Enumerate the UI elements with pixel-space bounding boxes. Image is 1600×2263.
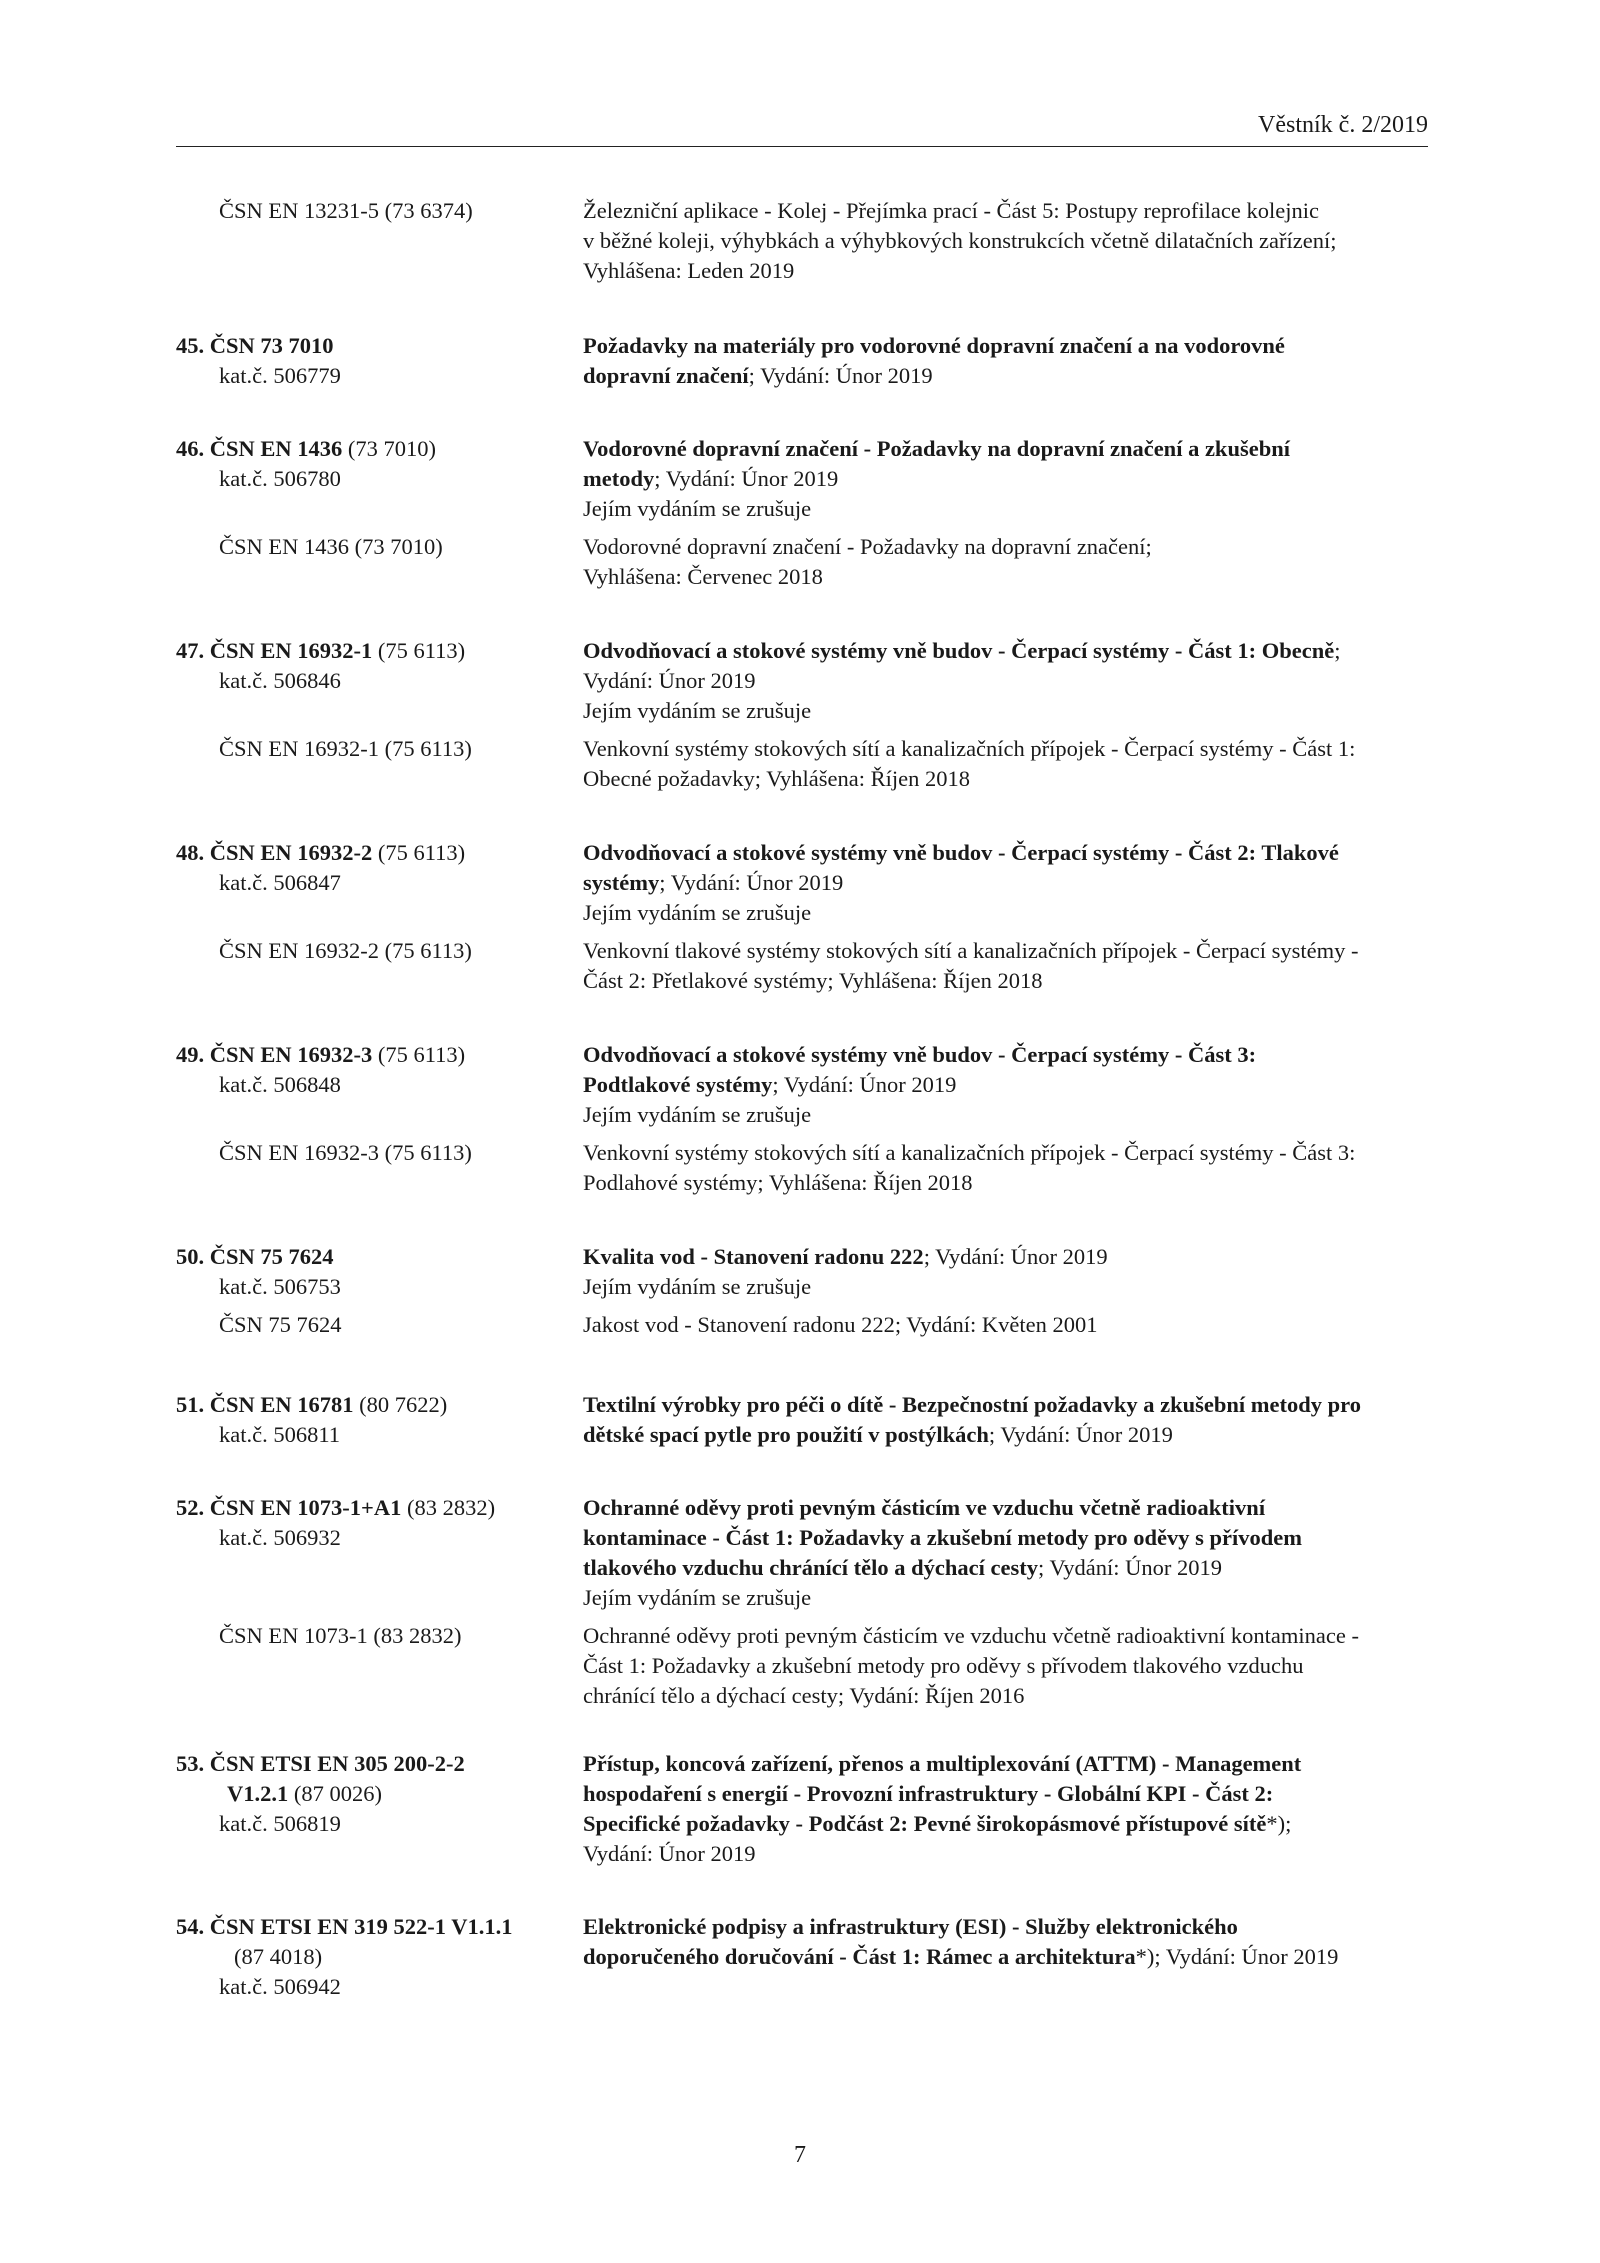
issue-date: ; Vydání: Únor 2019 bbox=[988, 1422, 1173, 1447]
standard-code: ČSN ETSI EN 319 522-1 V1.1.1 bbox=[209, 1914, 513, 1939]
issue-date: ; Vydání: Únor 2019 bbox=[748, 363, 933, 388]
standard-title-line: Textilní výrobky pro péči o dítě - Bezpečnostní požadavky a zkušební metody pro bbox=[583, 1392, 1361, 1417]
replaced-standard-code: ČSN EN 16932-3 (75 6113) bbox=[219, 1140, 472, 1165]
issue-date: ; Vydání: Únor 2019 bbox=[659, 870, 844, 895]
cancels-note: Jejím vydáním se zrušuje bbox=[583, 1102, 812, 1127]
replaced-standard-code: ČSN EN 1436 (73 7010) bbox=[219, 534, 443, 559]
entry-number: 47. bbox=[176, 638, 205, 663]
standard-version: V1.2.1 bbox=[227, 1781, 289, 1806]
entry-number: 48. bbox=[176, 840, 205, 865]
standard-code: ČSN EN 16932-3 bbox=[209, 1042, 373, 1067]
issue-date: Vydání: Únor 2019 bbox=[583, 668, 756, 693]
standard-title-line: Vodorovné dopravní značení - Požadavky na dopravní značení a zkušební bbox=[583, 436, 1290, 461]
catalog-number: kat.č. 506819 bbox=[219, 1811, 341, 1836]
standard-code: ČSN ETSI EN 305 200-2-2 bbox=[209, 1751, 465, 1776]
issue-date: ; Vydání: Únor 2019 bbox=[1037, 1555, 1222, 1580]
standard-title-line: Požadavky na materiály pro vodorovné dopravní značení a na vodorovné bbox=[583, 333, 1285, 358]
replaced-title-line: Ochranné oděvy proti pevným částicím ve vzduchu včetně radioaktivní kontaminace - bbox=[583, 1623, 1359, 1648]
standard-title-line: Železniční aplikace - Kolej - Přejímka prací - Část 5: Postupy reprofilace kolejnic bbox=[583, 198, 1319, 223]
catalog-number: kat.č. 506848 bbox=[219, 1072, 341, 1097]
standard-title-line: Podtlakové systémy bbox=[583, 1072, 773, 1097]
replaced-title-line: Venkovní systémy stokových sítí a kanalizačních přípojek - Čerpací systémy - Část 1: bbox=[583, 736, 1356, 761]
standard-entry bbox=[176, 434, 1428, 592]
standard-entry bbox=[176, 636, 1428, 794]
standard-title-line: Kvalita vod - Stanovení radonu 222 bbox=[583, 1244, 924, 1269]
standard-code: ČSN EN 13231-5 (73 6374) bbox=[219, 198, 473, 223]
page-number: 7 bbox=[794, 2142, 806, 2168]
standard-entry bbox=[176, 1749, 1428, 1869]
replaced-title-line: Obecné požadavky; Vyhlášena: Říjen 2018 bbox=[583, 766, 970, 791]
catalog-number: kat.č. 506942 bbox=[219, 1974, 341, 1999]
standard-entry bbox=[176, 838, 1428, 996]
catalog-number: kat.č. 506847 bbox=[219, 870, 341, 895]
catalog-number: kat.č. 506779 bbox=[219, 363, 341, 388]
cancels-note: Jejím vydáním se zrušuje bbox=[583, 698, 812, 723]
standard-code: ČSN EN 16781 bbox=[209, 1392, 354, 1417]
replaced-title-line: Jakost vod - Stanovení radonu 222; Vydání: Květen 2001 bbox=[583, 1312, 1098, 1337]
standard-title-line: Specifické požadavky - Podčást 2: Pevné širokopásmové přístupové sítě bbox=[583, 1811, 1267, 1836]
class-code: (75 6113) bbox=[372, 1042, 466, 1067]
standard-title-line: Odvodňovací a stokové systémy vně budov - Čerpací systémy - Část 2: Tlakové bbox=[583, 840, 1339, 865]
entry-number: 54. bbox=[176, 1914, 205, 1939]
standard-title-line: Přístup, koncová zařízení, přenos a multiplexování (ATTM) - Management bbox=[583, 1751, 1302, 1776]
standard-entry bbox=[176, 1493, 1428, 1711]
entry-number: 52. bbox=[176, 1495, 205, 1520]
class-code: (75 6113) bbox=[372, 638, 466, 663]
entry-number: 51. bbox=[176, 1392, 205, 1417]
cancels-note: Jejím vydáním se zrušuje bbox=[583, 1274, 812, 1299]
standard-entry bbox=[176, 1912, 1428, 1999]
title-footnote-mark: *); bbox=[1266, 1811, 1292, 1836]
standard-entry bbox=[176, 1242, 1428, 1340]
catalog-number: kat.č. 506780 bbox=[219, 466, 341, 491]
issue-date: Vydání: Únor 2019 bbox=[583, 1841, 756, 1866]
standard-entry bbox=[176, 331, 1428, 391]
issue-date: *); Vydání: Únor 2019 bbox=[1135, 1944, 1339, 1969]
standard-title-line: hospodaření s energií - Provozní infrastruktury - Globální KPI - Část 2: bbox=[583, 1781, 1274, 1806]
entry-number: 46. bbox=[176, 436, 205, 461]
class-code: (80 7622) bbox=[353, 1392, 448, 1417]
replaced-standard-code: ČSN EN 1073-1 (83 2832) bbox=[219, 1623, 462, 1648]
class-code: (87 4018) bbox=[234, 1944, 323, 1969]
catalog-number: kat.č. 506846 bbox=[219, 668, 341, 693]
page-header bbox=[176, 112, 1428, 147]
entry-number: 53. bbox=[176, 1751, 205, 1776]
standard-title-line: v běžné koleji, výhybkách a výhybkových konstrukcích včetně dilatačních zařízení; bbox=[583, 228, 1337, 253]
standard-title-line: systémy bbox=[583, 870, 660, 895]
entry-number: 50. bbox=[176, 1244, 205, 1269]
class-code: (75 6113) bbox=[372, 840, 466, 865]
class-code: (83 2832) bbox=[401, 1495, 496, 1520]
cancels-note: Jejím vydáním se zrušuje bbox=[583, 496, 812, 521]
replaced-title-line: Vyhlášena: Červenec 2018 bbox=[583, 564, 823, 589]
title-punctuation: ; bbox=[1334, 638, 1341, 663]
issue-date: ; Vydání: Únor 2019 bbox=[772, 1072, 957, 1097]
cancels-note: Jejím vydáním se zrušuje bbox=[583, 1585, 812, 1610]
standard-entry bbox=[176, 1390, 1428, 1450]
replaced-title-line: Venkovní systémy stokových sítí a kanalizačních přípojek - Čerpací systémy - Část 3: bbox=[583, 1140, 1356, 1165]
standard-title-line: tlakového vzduchu chránící tělo a dýchací cesty bbox=[583, 1555, 1038, 1580]
cancels-note: Jejím vydáním se zrušuje bbox=[583, 900, 812, 925]
standard-code: ČSN 73 7010 bbox=[209, 333, 334, 358]
class-code: (73 7010) bbox=[342, 436, 437, 461]
issue-date: ; Vydání: Únor 2019 bbox=[923, 1244, 1108, 1269]
standard-code: ČSN EN 1073-1+A1 bbox=[209, 1495, 402, 1520]
standard-title-line: Odvodňovací a stokové systémy vně budov - Čerpací systémy - Část 1: Obecně bbox=[583, 638, 1335, 663]
replaced-title-line: Část 1: Požadavky a zkušební metody pro oděvy s přívodem tlakového vzduchu bbox=[583, 1653, 1304, 1678]
replaced-title-line: Část 2: Přetlakové systémy; Vyhlášena: Říjen 2018 bbox=[583, 968, 1043, 993]
bulletin-title: Věstník č. 2/2019 bbox=[1258, 112, 1428, 138]
catalog-number: kat.č. 506753 bbox=[219, 1274, 341, 1299]
standard-title-line: Ochranné oděvy proti pevným částicím ve vzduchu včetně radioaktivní bbox=[583, 1495, 1266, 1520]
standard-code: ČSN EN 16932-2 bbox=[209, 840, 373, 865]
standard-entry bbox=[176, 1040, 1428, 1198]
replaced-standard-code: ČSN EN 16932-1 (75 6113) bbox=[219, 736, 472, 761]
issue-date: ; Vydání: Únor 2019 bbox=[654, 466, 839, 491]
catalog-number: kat.č. 506811 bbox=[219, 1422, 341, 1447]
standard-entry bbox=[176, 196, 1428, 286]
standard-title-line: metody bbox=[583, 466, 655, 491]
standard-title-line: kontaminace - Část 1: Požadavky a zkušební metody pro oděvy s přívodem bbox=[583, 1525, 1302, 1550]
standard-title-line: Vyhlášena: Leden 2019 bbox=[583, 258, 795, 283]
replaced-title-line: chránící tělo a dýchací cesty; Vydání: Říjen 2016 bbox=[583, 1683, 1025, 1708]
replaced-title-line: Podlahové systémy; Vyhlášena: Říjen 2018 bbox=[583, 1170, 973, 1195]
standard-code: ČSN EN 16932-1 bbox=[209, 638, 373, 663]
catalog-number: kat.č. 506932 bbox=[219, 1525, 341, 1550]
standard-title-line: doporučeného doručování - Část 1: Rámec a architektura bbox=[583, 1944, 1136, 1969]
standard-title-line: Odvodňovací a stokové systémy vně budov - Čerpací systémy - Část 3: bbox=[583, 1042, 1257, 1067]
replaced-title-line: Vodorovné dopravní značení - Požadavky na dopravní značení; bbox=[583, 534, 1152, 559]
entry-number: 45. bbox=[176, 333, 205, 358]
standard-title-line: dětské spací pytle pro použití v postýlkách bbox=[583, 1422, 989, 1447]
replaced-standard-code: ČSN 75 7624 bbox=[219, 1312, 342, 1337]
standard-code: ČSN EN 1436 bbox=[209, 436, 343, 461]
replaced-standard-code: ČSN EN 16932-2 (75 6113) bbox=[219, 938, 472, 963]
standard-code: ČSN 75 7624 bbox=[209, 1244, 334, 1269]
standard-title-line: dopravní značení bbox=[583, 363, 749, 388]
standard-title-line: Elektronické podpisy a infrastruktury (ESI) - Služby elektronického bbox=[583, 1914, 1238, 1939]
replaced-title-line: Venkovní tlakové systémy stokových sítí a kanalizačních přípojek - Čerpací systémy - bbox=[583, 938, 1359, 963]
class-code: (87 0026) bbox=[288, 1781, 382, 1806]
entry-number: 49. bbox=[176, 1042, 205, 1067]
